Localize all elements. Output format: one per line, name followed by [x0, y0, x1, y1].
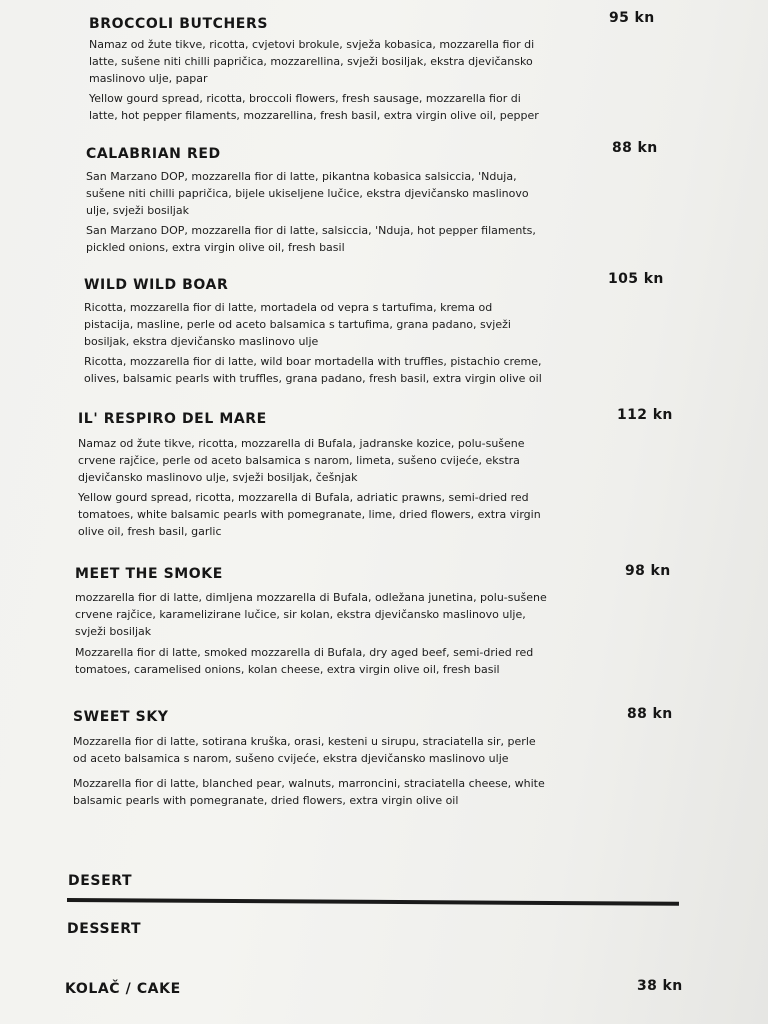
- item-price: 105 kn: [608, 271, 664, 287]
- item-description-en: San Marzano DOP, mozzarella fior di latte, salsiccia, 'Nduja, hot pepper filaments, pickled onions, extra virgin olive oil, fresh basil: [86, 224, 536, 254]
- item-description-en: Yellow gourd spread, ricotta, broccoli flowers, fresh sausage, mozzarella fior di latte, hot pepper filaments, mozzarellina, fresh basil, extra virgin olive oil, pepper: [89, 92, 539, 122]
- item-price: 88 kn: [612, 140, 658, 156]
- item-description-hr: San Marzano DOP, mozzarella fior di latte, pikantna kobasica salsiccia, 'Nduja, sušene niti chilli papričica, bijele ukiseljene lučice, ekstra djevičansko maslinovo ulje, svježi bosiljak: [86, 170, 529, 217]
- item-name: CALABRIAN RED: [86, 146, 221, 162]
- item-description-en: Yellow gourd spread, ricotta, mozzarella di Bufala, adriatic prawns, semi-dried red tomatoes, white balsamic pearls with pomegranate, lime, dried flowers, extra virgin olive oil, fresh basil, garlic: [78, 491, 541, 538]
- item-description-hr: mozzarella fior di latte, dimljena mozzarella di Bufala, odležana junetina, polu-sušene crvene rajčice, karamelizirane lučice, sir kolan, ekstra djevičansko maslinovo ulje, svježi bosiljak: [75, 591, 547, 638]
- item-name: IL' RESPIRO DEL MARE: [78, 411, 267, 427]
- item-description-hr: Namaz od žute tikve, ricotta, cvjetovi brokule, svježa kobasica, mozzarella fior di latte, sušene niti chilli papričica, mozzarellina, svježi bosiljak, ekstra djevičansko maslinovo ulje, papar: [89, 38, 535, 85]
- section-divider: [67, 898, 679, 906]
- item-description-en: Mozzarella fior di latte, smoked mozzarella di Bufala, dry aged beef, semi-dried red tomatoes, caramelised onions, kolan cheese, extra virgin olive oil, fresh basil: [75, 646, 534, 676]
- item-description-hr: Mozzarella fior di latte, sotirana kruška, orasi, kesteni u sirupu, straciatella sir, perle od aceto balsamica s narom, sušeno cvijeće, ekstra djevičansko maslinovo ulje: [73, 735, 536, 765]
- item-name: SWEET SKY: [73, 709, 169, 725]
- item-name: BROCCOLI BUTCHERS: [89, 16, 269, 32]
- section-title-en: DESSERT: [67, 921, 142, 937]
- item-name: WILD WILD BOAR: [84, 277, 229, 293]
- item-price: 38 kn: [637, 978, 683, 994]
- item-name: MEET THE SMOKE: [75, 566, 223, 582]
- item-price: 95 kn: [609, 10, 655, 26]
- item-description-hr: Ricotta, mozzarella fior di latte, mortadela od vepra s tartufima, krema od pistacija, masline, perle od aceto balsamica s tartufima, grana padano, svježi bosiljak, ekstra djevičansko maslinovo ulje: [84, 301, 511, 348]
- item-description-en: Ricotta, mozzarella fior di latte, wild boar mortadella with truffles, pistachio creme, olives, balsamic pearls with truffles, grana padano, fresh basil, extra virgin olive oil: [84, 355, 542, 385]
- item-description-en: Mozzarella fior di latte, blanched pear, walnuts, marroncini, straciatella cheese, white balsamic pearls with pomegranate, dried flowers, extra virgin olive oil: [73, 777, 545, 807]
- item-price: 88 kn: [627, 706, 673, 722]
- section-title: DESERT: [68, 873, 133, 889]
- item-price: 98 kn: [625, 563, 671, 579]
- item-description-hr: Namaz od žute tikve, ricotta, mozzarella di Bufala, jadranske kozice, polu-sušene crvene rajčice, perle od aceto balsamica s narom, limeta, sušeno cvijeće, ekstra djevičansko maslinovo ulje, svježi bosiljak, češnjak: [78, 437, 525, 484]
- item-name: KOLAČ / CAKE: [65, 981, 181, 997]
- item-price: 112 kn: [617, 407, 673, 423]
